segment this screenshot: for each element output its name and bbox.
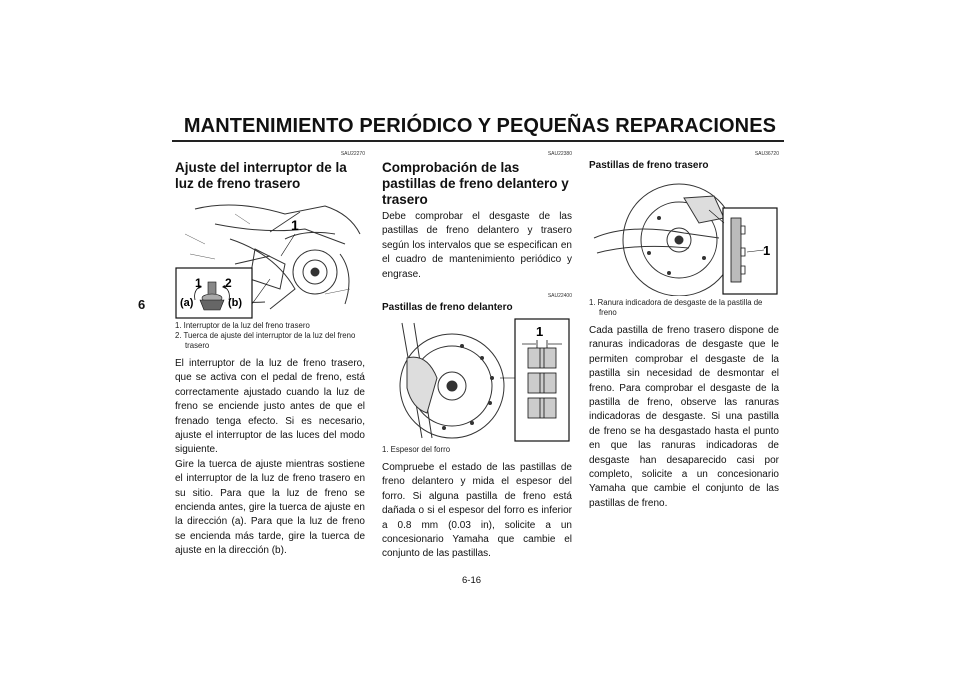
brake-switch-illustration bbox=[175, 194, 365, 319]
body-paragraph: Compruebe el estado de las pastillas de freno delantero y mida el espesor del forro. Si alguna pastilla de freno está dañada o si el espesor del forro es inferior a 0.8 mm (0.03 in), solicite a un concesionario Yamaha que cambie el conjunto de las pastillas. bbox=[382, 462, 572, 560]
subsection-title: Pastillas de freno trasero bbox=[589, 160, 709, 171]
section-code: SAU22380 bbox=[547, 151, 572, 157]
page-header bbox=[170, 114, 790, 140]
front-pad-figure bbox=[382, 318, 572, 443]
figure-caption bbox=[589, 298, 779, 318]
page-title: MANTENIMIENTO PERIÓDICO Y PEQUEÑAS REPARACIONES bbox=[183, 115, 777, 137]
callout-1: 1 bbox=[763, 243, 771, 258]
rear-brake-illustration bbox=[589, 178, 779, 296]
caption-item: 1. Espesor del forro bbox=[382, 445, 451, 455]
direction-b-label: (b) bbox=[228, 297, 243, 309]
direction-a-label: (a) bbox=[180, 297, 194, 309]
brake-switch-figure bbox=[175, 194, 365, 319]
caption-item: 1. Ranura indicadora de desgaste de la pastilla de freno bbox=[589, 298, 763, 317]
figure-caption bbox=[175, 321, 365, 351]
figure-caption bbox=[382, 445, 572, 455]
subsection-title: Pastillas de freno delantero bbox=[382, 302, 513, 314]
body-paragraph: Gire la tuerca de ajuste mientras sostiene el interruptor de la luz de freno trasero en su sitio. Para que la luz de freno se encienda antes, gire la tuerca de ajuste en la dirección (a). Para que la luz de freno se encienda más tarde, gire la tuerca de ajuste en la dirección (b). bbox=[175, 458, 365, 557]
section-code: SAU36720 bbox=[754, 151, 779, 157]
section-title: Comprobación de las pastillas de freno delantero y trasero bbox=[382, 160, 569, 207]
inset-callout-1: 1 bbox=[195, 276, 202, 290]
chapter-tab: 6 bbox=[132, 290, 160, 320]
caption-item: 1. Interruptor de la luz del freno trasero bbox=[175, 321, 310, 330]
column-rear-brake-pads bbox=[589, 150, 779, 511]
body-paragraph: Cada pastilla de freno trasero dispone de ranuras indicadoras de desgaste que le permiten comprobar el desgaste de la pastilla sin necesidad de desmontar el freno. Para comprobar el desgaste de la pastilla de freno, observe las ranuras indicadoras de desgaste. Si una pastilla de freno se ha desgastado hasta el punto en que las ranuras indicadoras de desgaste han desaparecido casi por completo, solicite a un concesionario Yamaha que cambie el conjunto de las pastillas de freno. bbox=[589, 325, 779, 509]
body-paragraph: El interruptor de la luz de freno trasero, que se activa con el pedal de freno, está correctamente ajustado cuando la luz de freno se enciende justo antes de que el frenado tenga efecto. Si es necesario, ajuste el interruptor de las luces del modo siguiente. bbox=[175, 358, 365, 456]
front-brake-illustration bbox=[382, 318, 572, 443]
section-title: Ajuste del interruptor de la luz de freno trasero bbox=[175, 160, 347, 191]
header-rule bbox=[172, 140, 784, 142]
callout-1: 1 bbox=[291, 217, 299, 233]
subsection-code: SAU22400 bbox=[547, 293, 572, 300]
inset-callout-2: 2 bbox=[225, 276, 232, 290]
rear-pad-figure bbox=[589, 178, 779, 296]
section-code: SAU22270 bbox=[340, 151, 365, 157]
page-number: 6-16 bbox=[462, 575, 482, 586]
callout-1: 1 bbox=[536, 324, 544, 340]
column-brake-light-switch bbox=[175, 150, 365, 559]
caption-item: 2. Tuerca de ajuste del interruptor de la luz del freno trasero bbox=[175, 331, 356, 350]
intro-paragraph: Debe comprobar el desgaste de las pastillas de freno delantero y trasero según los intervalos que se especifican en el cuadro de mantenimiento periódico y engrase. bbox=[382, 211, 572, 280]
column-brake-pads-check bbox=[382, 150, 572, 562]
